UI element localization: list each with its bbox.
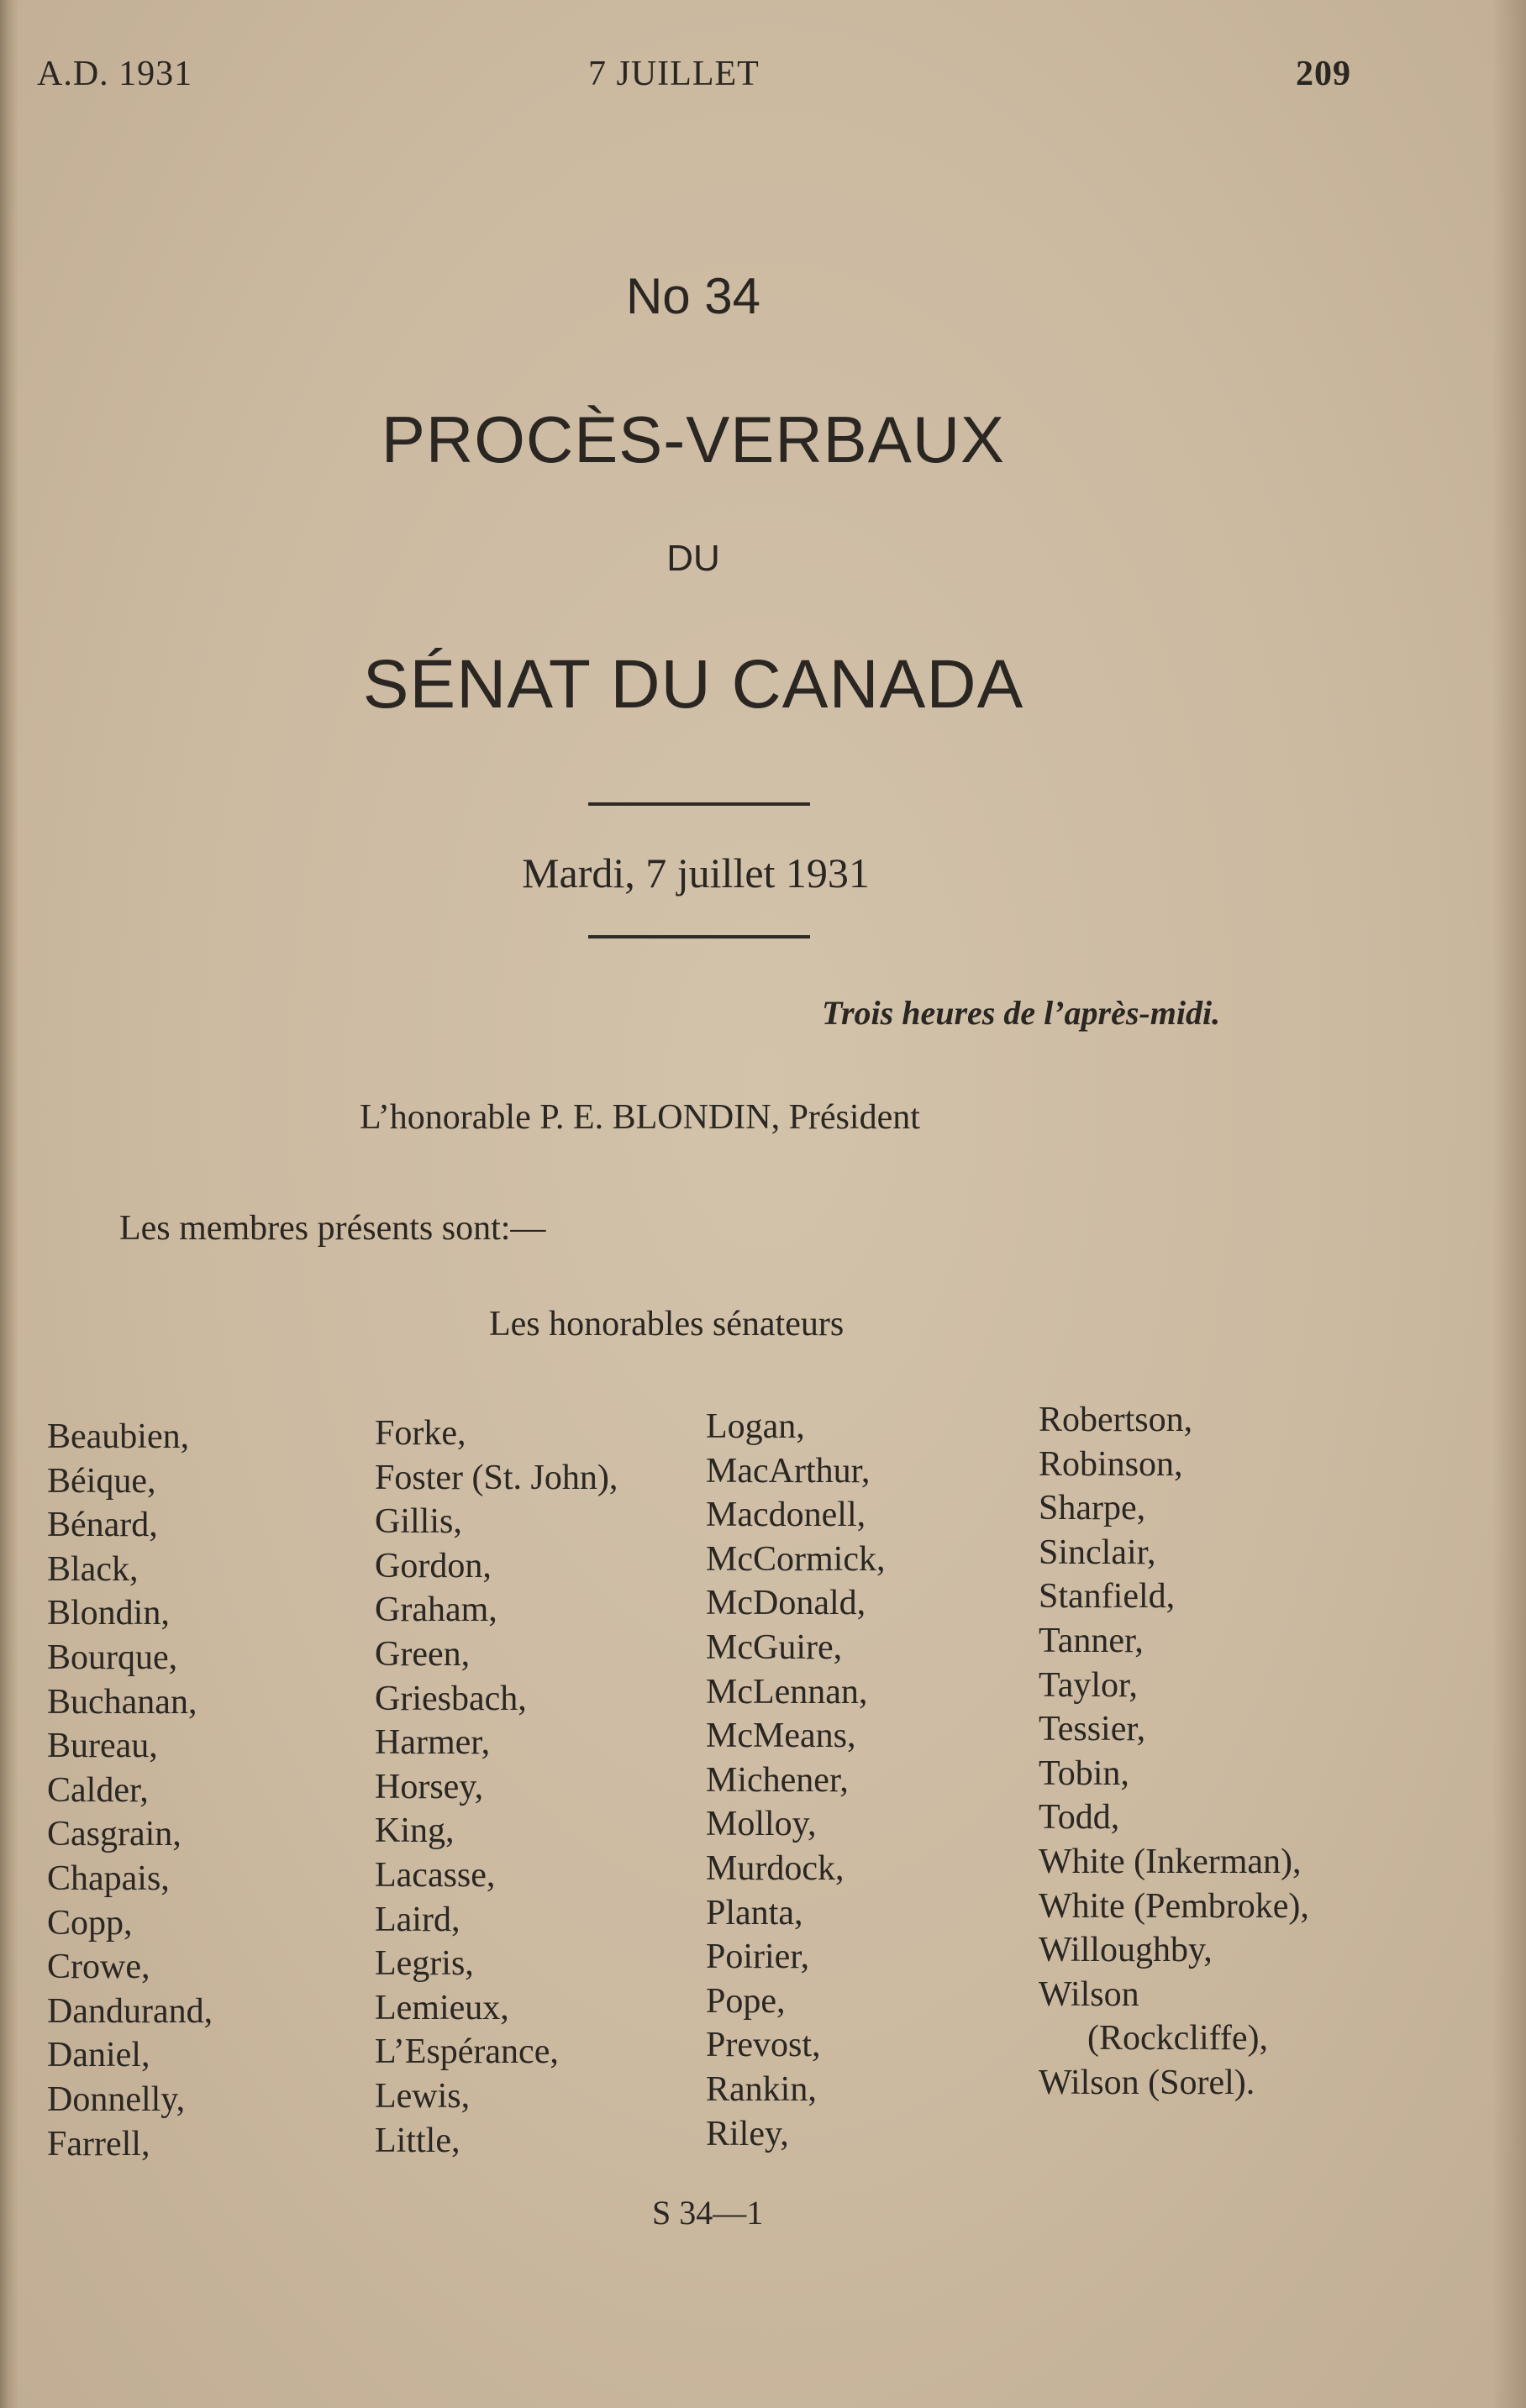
senator-name: Foster (St. John), bbox=[375, 1458, 618, 1497]
senator-name: Gillis, bbox=[375, 1502, 462, 1542]
senator-name: Dandurand, bbox=[47, 1991, 213, 2031]
senator-name: Rankin, bbox=[706, 2069, 817, 2109]
senator-name: Tessier, bbox=[1039, 1710, 1146, 1749]
issue-number: No 34 bbox=[625, 268, 761, 324]
senator-name: Lewis, bbox=[375, 2076, 471, 2116]
senator-name: Lacasse, bbox=[375, 1855, 496, 1895]
senators-heading: Les honorables sénateurs bbox=[489, 1305, 845, 1343]
page-number: 209 bbox=[1296, 55, 1351, 93]
senator-name: Crowe, bbox=[47, 1948, 150, 1987]
senator-name: Casgrain, bbox=[47, 1815, 182, 1854]
senator-name: Michener, bbox=[706, 1760, 849, 1800]
running-head-year: A.D. 1931 bbox=[37, 55, 193, 93]
presiding-officer: L’honorable P. E. BLONDIN, Président bbox=[360, 1098, 920, 1137]
senator-name: White (Inkerman), bbox=[1039, 1842, 1302, 1881]
senator-name: Riley, bbox=[706, 2114, 789, 2153]
senator-name: Robertson, bbox=[1039, 1401, 1193, 1439]
senator-name: White (Pembroke), bbox=[1039, 1886, 1309, 1926]
senator-name: Daniel, bbox=[47, 2036, 150, 2075]
senator-name: Tanner, bbox=[1039, 1621, 1144, 1660]
senator-name: Little, bbox=[375, 2121, 460, 2160]
senator-name: Laird, bbox=[375, 1900, 460, 1939]
senator-name: Sharpe, bbox=[1039, 1489, 1146, 1528]
senator-name: Beaubien, bbox=[47, 1417, 190, 1456]
printer-signature: S 34—1 bbox=[652, 2194, 764, 2232]
title-rule-top bbox=[588, 802, 810, 806]
senator-name: Logan, bbox=[706, 1407, 805, 1446]
document-title: PROCÈS-VERBAUX bbox=[381, 402, 1006, 476]
senators-column-2 bbox=[375, 1412, 618, 2163]
senator-name: Horsey, bbox=[375, 1767, 484, 1806]
senator-name: Béique, bbox=[47, 1461, 156, 1501]
senator-name: Bureau, bbox=[47, 1727, 158, 1766]
senator-name: Willoughby, bbox=[1039, 1931, 1213, 1970]
senator-name: Harmer, bbox=[375, 1723, 491, 1763]
page-binding-shadow bbox=[0, 0, 18, 2408]
senator-name: McLennan, bbox=[706, 1672, 868, 1711]
senator-name: Lemieux, bbox=[375, 1988, 509, 2027]
senator-name: Pope, bbox=[706, 1981, 786, 2021]
senator-name: Poirier, bbox=[706, 1937, 810, 1977]
senator-name: Macdonell, bbox=[706, 1496, 866, 1535]
senator-name: McCormick, bbox=[706, 1539, 886, 1579]
senator-name: Green, bbox=[375, 1634, 471, 1674]
title-rule-bottom bbox=[588, 935, 810, 938]
senator-name: Calder, bbox=[47, 1770, 149, 1810]
senator-name: Stanfield, bbox=[1039, 1577, 1176, 1617]
senator-name: Black, bbox=[47, 1549, 139, 1589]
senator-name: Taylor, bbox=[1039, 1665, 1138, 1705]
senator-name: Wilson bbox=[1039, 1974, 1139, 2014]
senator-name: Griesbach, bbox=[375, 1679, 527, 1718]
senator-name: Buchanan, bbox=[47, 1682, 197, 1722]
senator-name-continuation: (Rockcliffe), bbox=[1087, 2019, 1268, 2058]
senators-column-4 bbox=[1039, 1398, 1309, 2106]
senator-name: McDonald, bbox=[706, 1584, 866, 1623]
senator-name: McMeans, bbox=[706, 1717, 856, 1756]
senator-name: Robinson, bbox=[1039, 1444, 1183, 1484]
senator-name: L’Espérance, bbox=[375, 2032, 559, 2072]
members-intro: Les membres présents sont:— bbox=[119, 1209, 546, 1248]
institution-title: SÉNAT DU CANADA bbox=[362, 646, 1024, 723]
session-time: Trois heures de l’après-midi. bbox=[822, 994, 1221, 1032]
senator-name: Todd, bbox=[1039, 1798, 1120, 1838]
senator-name: Chapais, bbox=[47, 1859, 170, 1898]
senator-name: Blondin, bbox=[47, 1594, 170, 1633]
senator-name: Farrell, bbox=[47, 2124, 150, 2164]
senator-name: Copp, bbox=[47, 1903, 133, 1943]
senator-name: Bourque, bbox=[47, 1638, 178, 1677]
senator-name: McGuire, bbox=[706, 1627, 843, 1667]
senator-name: Bénard, bbox=[47, 1506, 158, 1545]
senator-name: Forke, bbox=[375, 1414, 466, 1453]
senator-name: Gordon, bbox=[375, 1546, 492, 1585]
senator-name: Molloy, bbox=[706, 1805, 817, 1844]
senator-name: Graham, bbox=[375, 1590, 497, 1630]
title-connector: DU bbox=[666, 538, 720, 579]
senators-column-1 bbox=[47, 1415, 213, 2166]
senators-column-3 bbox=[706, 1405, 885, 2156]
senator-name: Murdock, bbox=[706, 1848, 845, 1888]
senator-name: King, bbox=[375, 1811, 455, 1851]
senator-name: Sinclair, bbox=[1039, 1533, 1156, 1572]
senator-name: Planta, bbox=[706, 1893, 803, 1932]
senator-name: Wilson (Sorel). bbox=[1039, 2063, 1255, 2102]
senator-name: Tobin, bbox=[1039, 1753, 1129, 1793]
session-date: Mardi, 7 juillet 1931 bbox=[522, 849, 870, 896]
page-edge-shadow bbox=[1492, 0, 1526, 2408]
senator-name: Legris, bbox=[375, 1944, 474, 1984]
senator-name: Prevost, bbox=[706, 2026, 821, 2065]
senator-name: Donnelly, bbox=[47, 2079, 186, 2119]
running-head-date: 7 JUILLET bbox=[588, 55, 760, 93]
senator-name: MacArthur, bbox=[706, 1451, 871, 1491]
